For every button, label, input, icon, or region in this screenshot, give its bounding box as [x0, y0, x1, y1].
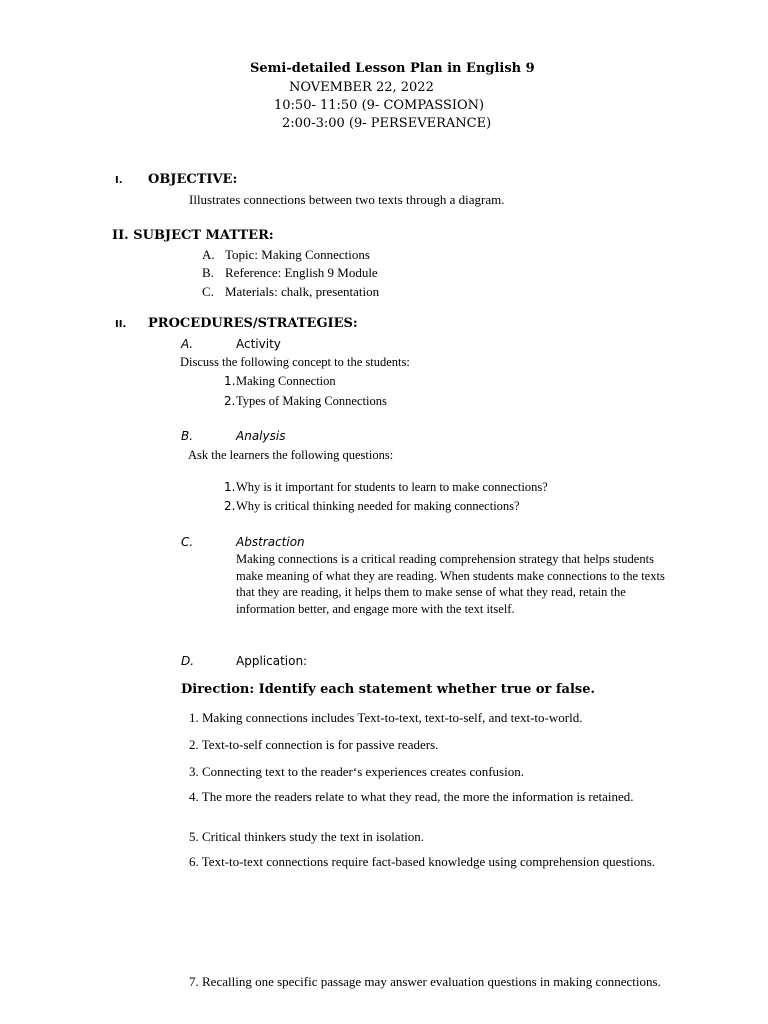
activity-title: Activity: [236, 337, 281, 351]
subject-item-letter: C.: [202, 284, 214, 299]
statement: 4. The more the readers relate to what they read, the more the information is retained.: [189, 789, 634, 804]
activity-item-num: 1.: [224, 374, 236, 388]
subject-item-letter: A.: [202, 247, 215, 262]
procedures-numeral: II.: [115, 319, 127, 330]
activity-item-num: 2.: [224, 394, 236, 408]
analysis-intro: Ask the learners the following questions:: [188, 448, 394, 462]
application-letter: D.: [181, 654, 195, 668]
subject-item-letter: B.: [202, 265, 214, 280]
lesson-date: NOVEMBER 22, 2022: [289, 80, 434, 95]
subject-item-reference: Reference: English 9 Module: [225, 265, 378, 280]
statement: 2. Text-to-self connection is for passive readers.: [189, 737, 439, 752]
activity-letter: A.: [181, 337, 194, 351]
abstraction-letter: C.: [181, 535, 194, 549]
subject-matter-heading: II. SUBJECT MATTER:: [112, 228, 274, 243]
statement: 1. Making connections includes Text-to-text, text-to-self, and text-to-world.: [189, 710, 583, 725]
application-direction: Direction: Identify each statement whether true or false.: [181, 682, 596, 697]
statement: 7. Recalling one specific passage may answer evaluation questions in making connections.: [189, 974, 661, 989]
activity-item: Making Connection: [236, 374, 336, 388]
analysis-item-num: 2.: [224, 499, 236, 513]
schedule-perseverance: 2:00-3:00 (9- PERSEVERANCE): [282, 116, 492, 131]
objective-numeral: I.: [115, 175, 123, 186]
objective-heading: OBJECTIVE:: [148, 172, 238, 187]
abstraction-paragraph: Making connections is a critical reading comprehension strategy that helps students make meaning of what they are reading. When students make connections to the texts that they are reading, it helps them to make sense of what they read, retain the information better, and engage more with the text itself.: [236, 552, 665, 616]
application-title: Application:: [236, 654, 308, 668]
analysis-letter: B.: [181, 429, 194, 443]
lesson-plan-title: Semi-detailed Lesson Plan in English 9: [250, 61, 535, 76]
analysis-title: Analysis: [236, 429, 286, 443]
analysis-question: Why is it important for students to learn to make connections?: [236, 480, 548, 494]
subject-item-materials: Materials: chalk, presentation: [225, 284, 380, 299]
abstraction-title: Abstraction: [236, 535, 305, 549]
activity-item: Types of Making Connections: [236, 394, 387, 408]
schedule-compassion: 10:50- 11:50 (9- COMPASSION): [274, 98, 485, 113]
statement: 3. Connecting text to the reader‘s experiences creates confusion.: [189, 764, 524, 779]
analysis-question: Why is critical thinking needed for making connections?: [236, 499, 520, 513]
procedures-heading: PROCEDURES/STRATEGIES:: [148, 316, 358, 331]
objective-text: Illustrates connections between two texts through a diagram.: [189, 192, 505, 207]
analysis-item-num: 1.: [224, 480, 236, 494]
statement: 5. Critical thinkers study the text in isolation.: [189, 829, 425, 844]
activity-intro: Discuss the following concept to the students:: [180, 355, 410, 369]
statement: 6. Text-to-text connections require fact-based knowledge using comprehension questions.: [189, 854, 656, 869]
subject-item-topic: Topic: Making Connections: [225, 247, 370, 262]
